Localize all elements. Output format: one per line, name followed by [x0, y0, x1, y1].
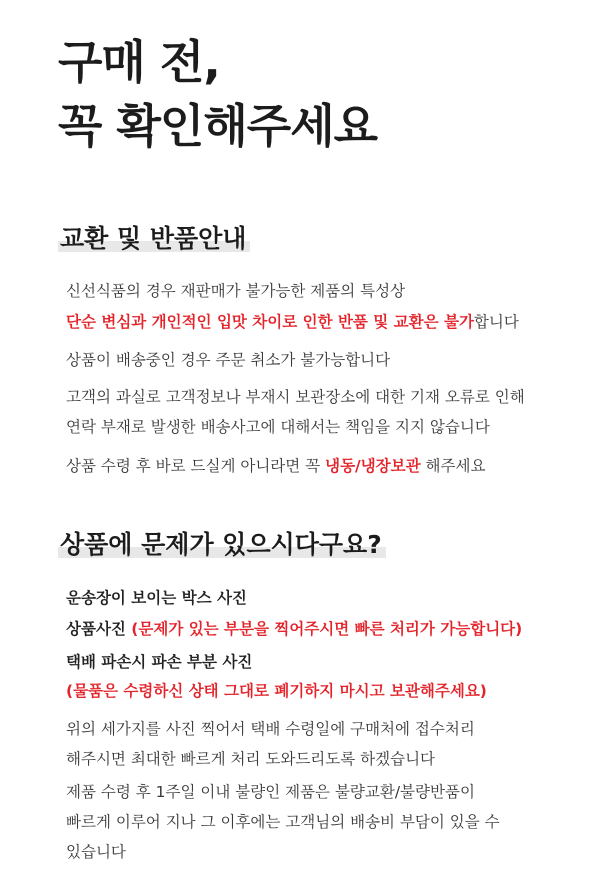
problem-item2 — [66, 614, 522, 645]
exchange-p1-line2 — [66, 307, 519, 338]
problem-p6-line2: 빠르게 이루어 지나 그 이후에는 고객님의 배송비 부담이 있을 수 — [66, 813, 500, 831]
exchange-p4-post: 해주세요 — [420, 457, 486, 475]
exchange-p3-line2: 연락 부재로 발생한 배송사고에 대해서는 책임을 지지 않습니다 — [66, 418, 490, 436]
problem-item1: 운송장이 보이는 박스 사진 — [66, 589, 247, 607]
problem-item3: 택배 파손시 파손 부분 사진 — [66, 653, 253, 671]
exchange-p3-line1: 고객의 과실로 고객정보나 부재시 보관장소에 대한 기재 오류로 인해 — [66, 388, 525, 406]
problem-heading-text: 상품에 문제가 있으시다구요? — [58, 530, 386, 559]
exchange-p4-red: 냉동/냉장보관 — [325, 457, 421, 475]
page-title — [58, 30, 377, 158]
page-title-line1: 구매 전, — [58, 35, 220, 89]
problem-item2-note: (문제가 있는 부분을 찍어주시면 빠른 처리가 가능합니다) — [125, 620, 523, 638]
exchange-p4-pre: 상품 수령 후 바로 드실게 아니라면 꼭 — [66, 457, 326, 475]
exchange-p2: 상품이 배송중인 경우 주문 취소가 불가능합니다 — [66, 351, 391, 369]
problem-item3-note: (물품은 수령하신 상태 그대로 폐기하지 마시고 보관해주세요) — [66, 682, 487, 700]
exchange-heading — [58, 224, 250, 254]
exchange-p1-tail: 합니다 — [473, 313, 519, 331]
problem-p6-line1: 제품 수령 후 1주일 이내 불량인 제품은 불량교환/불량반품이 — [66, 783, 475, 801]
exchange-p1-red: 단순 변심과 개인적인 입맛 차이로 인한 반품 및 교환은 불가 — [66, 313, 474, 331]
problem-p5-line1: 위의 세가지를 사진 찍어서 택배 수령일에 구매처에 접수처리 — [66, 720, 475, 738]
problem-item2-label: 상품사진 — [66, 620, 126, 638]
page-title-line2: 꼭 확인해주세요 — [58, 99, 378, 153]
problem-p6-line3: 있습니다 — [66, 843, 126, 861]
exchange-heading-text: 교환 및 반품안내 — [58, 224, 250, 253]
exchange-p1-line1: 신선식품의 경우 재판매가 불가능한 제품의 특성상 — [66, 282, 406, 300]
problem-heading — [58, 530, 386, 560]
exchange-p4 — [66, 451, 485, 482]
problem-p5-line2: 해주시면 최대한 빠르게 처리 도와드리도록 하겠습니다 — [66, 750, 436, 768]
